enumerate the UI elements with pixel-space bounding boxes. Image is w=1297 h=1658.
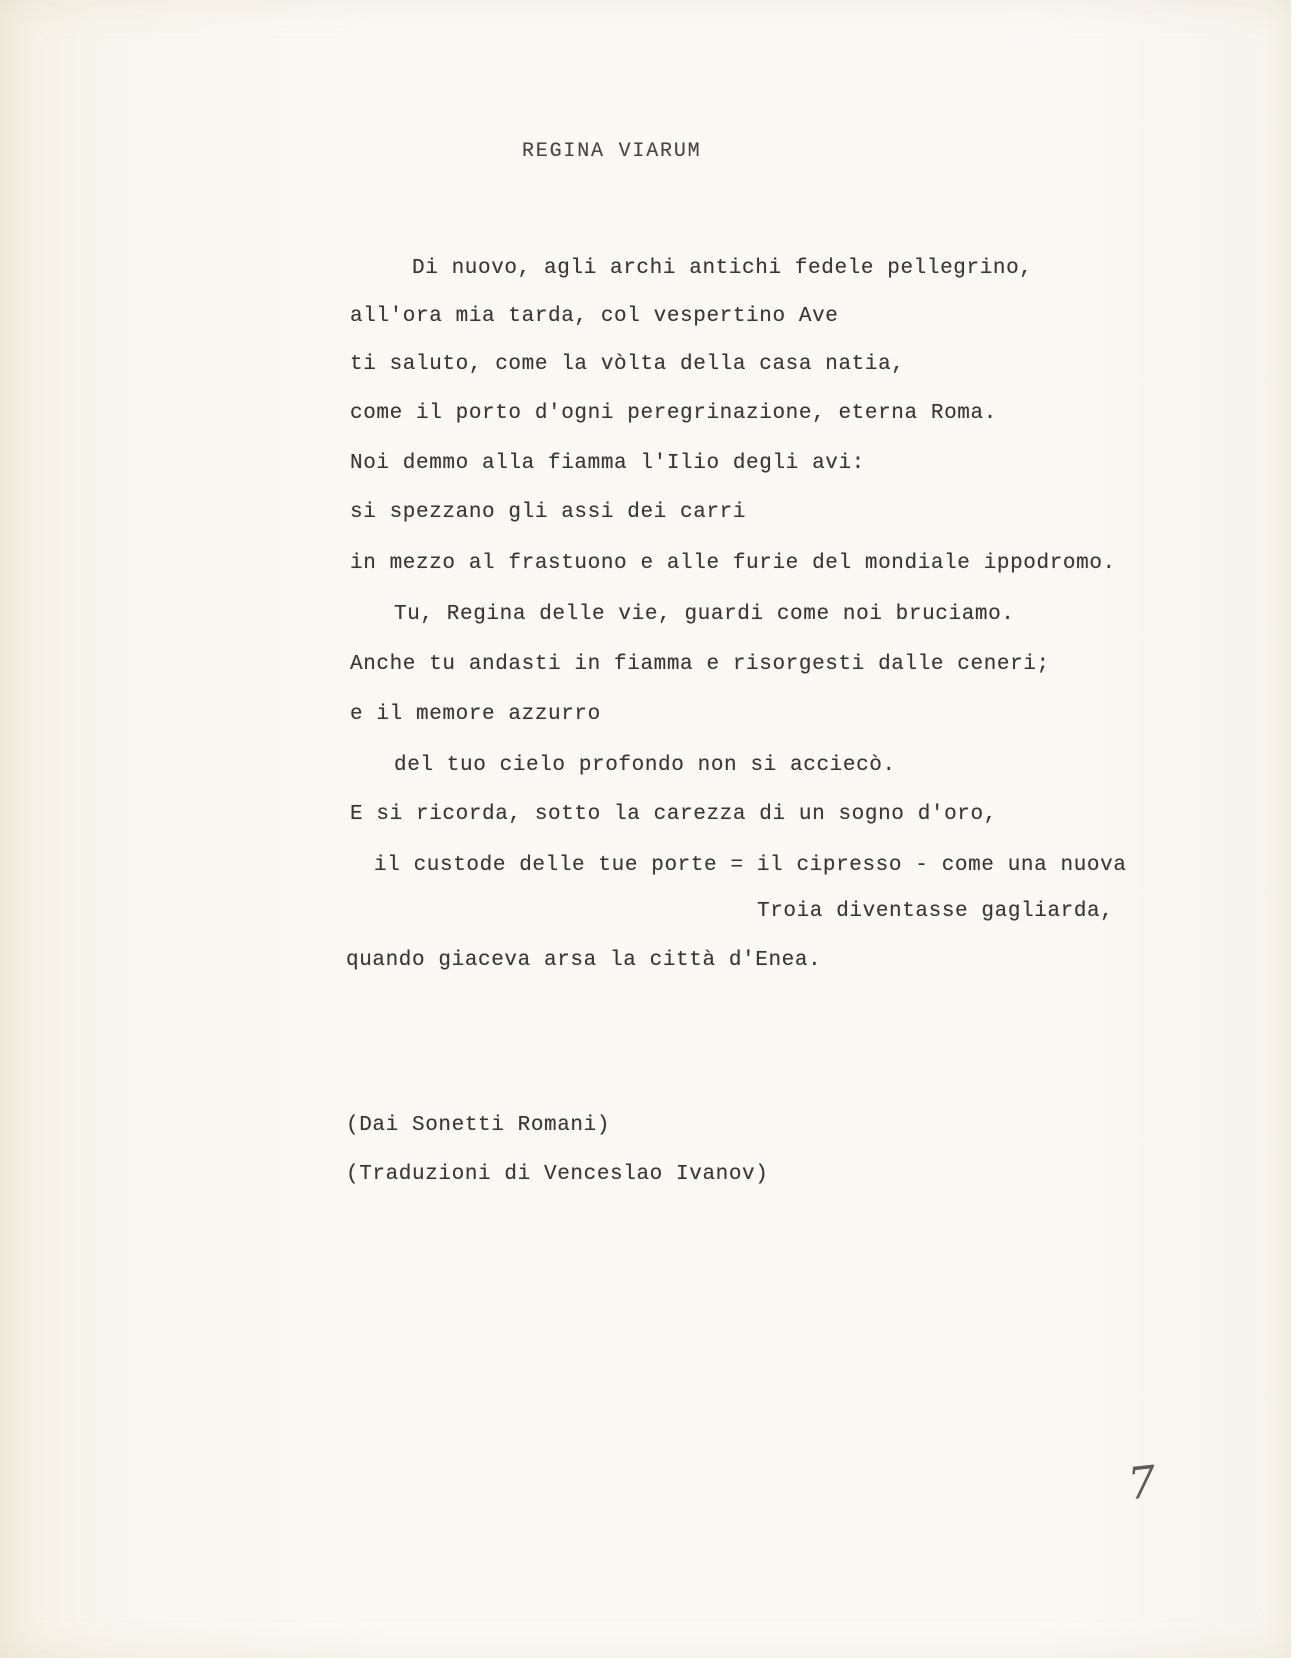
poem-line: si spezzano gli assi dei carri xyxy=(350,501,747,524)
poem-line: all'ora mia tarda, col vespertino Ave xyxy=(350,305,839,328)
poem-line: ti saluto, come la vòlta della casa natia, xyxy=(350,353,905,376)
handwritten-page-number: 7 xyxy=(1125,1456,1159,1511)
poem-line: del tuo cielo profondo non si acciecò. xyxy=(394,754,896,777)
poem-line: e il memore azzurro xyxy=(350,703,601,726)
poem-line: E si ricorda, sotto la carezza di un sogno d'oro, xyxy=(350,803,997,826)
poem-line: come il porto d'ogni peregrinazione, eterna Roma. xyxy=(350,402,997,425)
poem-line: Anche tu andasti in fiamma e risorgesti dalle ceneri; xyxy=(350,653,1050,676)
poem-line: il custode delle tue porte = il cipresso - come una nuova xyxy=(374,854,1127,877)
poem-line: quando giaceva arsa la città d'Enea. xyxy=(346,949,822,972)
poem-line: in mezzo al frastuono e alle furie del mondiale ippodromo. xyxy=(350,552,1116,575)
translator-note: (Traduzioni di Venceslao Ivanov) xyxy=(346,1163,769,1186)
poem-title: REGINA VIARUM xyxy=(522,140,702,163)
page-edge xyxy=(1291,0,1297,1658)
source-note: (Dai Sonetti Romani) xyxy=(346,1114,611,1137)
poem-line: Troia diventasse gagliarda, xyxy=(757,900,1114,923)
poem-line: Tu, Regina delle vie, guardi come noi bruciamo. xyxy=(394,603,1015,626)
poem-line: Noi demmo alla fiamma l'Ilio degli avi: xyxy=(350,452,865,475)
poem-line: Di nuovo, agli archi antichi fedele pellegrino, xyxy=(412,257,1033,280)
